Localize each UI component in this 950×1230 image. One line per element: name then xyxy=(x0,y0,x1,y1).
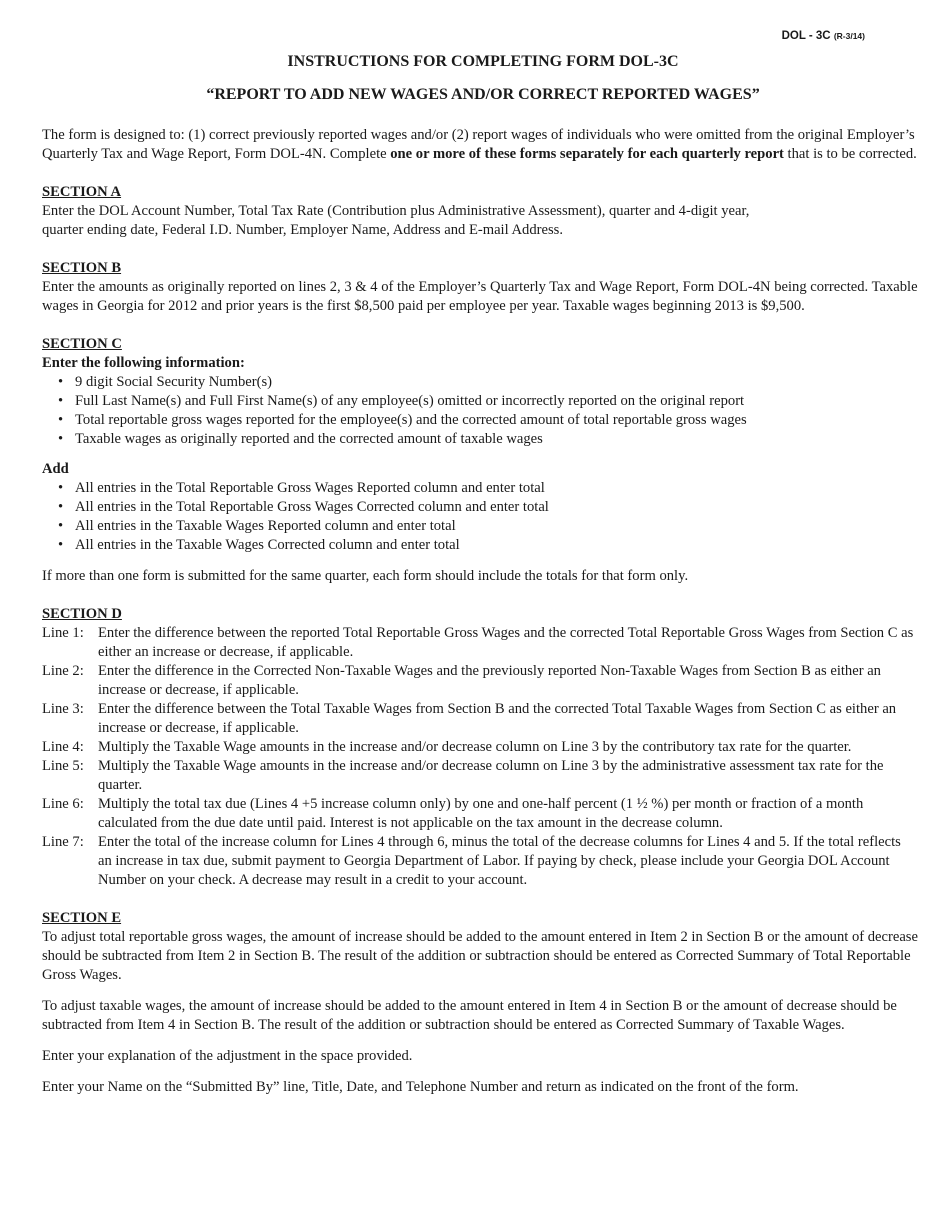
section-a-line-1: Enter the DOL Account Number, Total Tax Rate (Contribution plus Administrative Assessment), quarter and 4-digit year, xyxy=(42,203,750,219)
section-d-line-7 xyxy=(42,833,918,890)
section-e-heading: SECTION E xyxy=(42,910,122,926)
intro-paragraph xyxy=(42,126,918,164)
section-e-paragraph-2: To adjust taxable wages, the amount of increase should be added to the amount entered in Item 4 in Section B or the amount of decrease should be subtracted from Item 4 in Section B. The result of the addition or subtraction should be entered as Corrected Summary of Taxable Wages. xyxy=(42,998,897,1033)
line-label: Line 4: xyxy=(42,739,84,755)
form-revision: (R-3/14) xyxy=(833,31,865,41)
page-subtitle: “REPORT TO ADD NEW WAGES AND/OR CORRECT REPORTED WAGES” xyxy=(206,86,760,103)
intro-tail: that is to be corrected. xyxy=(783,146,917,162)
section-c xyxy=(42,335,918,586)
list-item: • All entries in the Taxable Wages Reported column and enter total xyxy=(42,517,918,536)
section-c-enter-label: Enter the following information: xyxy=(42,355,245,371)
section-b xyxy=(42,259,918,316)
line-label: Line 7: xyxy=(42,834,84,850)
list-item: • All entries in the Total Reportable Gross Wages Corrected column and enter total xyxy=(42,498,918,517)
list-item: • All entries in the Taxable Wages Corrected column and enter total xyxy=(42,536,918,555)
section-c-enter-list xyxy=(42,373,918,449)
line-text: Enter the difference between the Total Taxable Wages from Section B and the corrected Total Taxable Wages from Section C as either an increase or decrease, if applicable. xyxy=(98,701,897,736)
line-text: Multiply the total tax due (Lines 4 +5 increase column only) by one and one-half percent (1 ½ %) per month or fraction of a month calculated from the due date until paid. Interest is not applicable on the tax amount in the decrease column. xyxy=(98,796,864,831)
list-item: • Full Last Name(s) and Full First Name(s) of any employee(s) omitted or incorrectly reported on the original report xyxy=(42,392,918,411)
list-item: • Taxable wages as originally reported and the corrected amount of taxable wages xyxy=(42,430,918,449)
intro-bold-text: one or more of these forms separately for each quarterly report xyxy=(390,146,784,162)
section-e-paragraph-4: Enter your Name on the “Submitted By” line, Title, Date, and Telephone Number and return as indicated on the front of the form. xyxy=(42,1079,799,1095)
section-d-line-4 xyxy=(42,738,918,757)
list-item: • Total reportable gross wages reported for the employee(s) and the corrected amount of total reportable gross wages xyxy=(42,411,918,430)
line-label: Line 1: xyxy=(42,625,84,641)
section-c-note: If more than one form is submitted for the same quarter, each form should include the totals for that form only. xyxy=(42,568,689,584)
line-text: Multiply the Taxable Wage amounts in the increase and/or decrease column on Line 3 by the administrative assessment tax rate for the quarter. xyxy=(98,758,884,793)
section-e-paragraph-3: Enter your explanation of the adjustment in the space provided. xyxy=(42,1048,413,1064)
form-number-text: DOL - 3C xyxy=(781,30,831,42)
section-c-add-list xyxy=(42,479,918,555)
section-a xyxy=(42,183,918,240)
section-b-text: Enter the amounts as originally reported on lines 2, 3 & 4 of the Employer’s Quarterly Tax and Wage Report, Form DOL-4N being corrected. Taxable wages in Georgia for 2012 and prior years is the first $8,500 paid per employee per year. Taxable wages beginning 2013 is $9,500. xyxy=(42,279,918,314)
section-e-paragraph-1: To adjust total reportable gross wages, the amount of increase should be added to the amount entered in Item 2 in Section B or the amount of decrease should be subtracted from Item 2 in Section B. The result of the addition or subtraction should be entered as Corrected Summary of Total Reportable Gross Wages. xyxy=(42,929,918,983)
section-d-line-1 xyxy=(42,624,918,662)
list-item: • 9 digit Social Security Number(s) xyxy=(42,373,918,392)
line-label: Line 2: xyxy=(42,663,84,679)
line-label: Line 5: xyxy=(42,758,84,774)
line-text: Enter the total of the increase column for Lines 4 through 6, minus the total of the decrease columns for Lines 4 and 5. If the total reflects an increase in tax due, submit payment to Georgia Department of Labor. If paying by check, please include your Georgia DOL Account Number on your check. A decrease may result in a credit to your account. xyxy=(98,834,901,888)
line-label: Line 3: xyxy=(42,701,84,717)
section-d-line-6 xyxy=(42,795,918,833)
section-d xyxy=(42,605,918,890)
section-d-heading: SECTION D xyxy=(42,606,122,622)
section-e xyxy=(42,909,918,1097)
section-c-heading: SECTION C xyxy=(42,336,122,352)
line-text: Enter the difference between the reported Total Reportable Gross Wages and the corrected Total Reportable Gross Wages from Section C as either an increase or decrease, if applicable. xyxy=(98,625,914,660)
instructions-page xyxy=(42,52,918,1097)
intro-text: The form is designed to: (1) correct previously reported wages and/or (2) report wages of individuals who were omitted from the original Employer’s Quarterly Tax and Wage Report, Form DOL-4N. Complete xyxy=(42,127,915,162)
section-b-heading: SECTION B xyxy=(42,260,122,276)
section-c-add-label: Add xyxy=(42,461,69,477)
section-a-line-2: quarter ending date, Federal I.D. Number, Employer Name, Address and E-mail Address. xyxy=(42,222,563,238)
section-d-line-5 xyxy=(42,757,918,795)
line-text: Multiply the Taxable Wage amounts in the increase and/or decrease column on Line 3 by the contributory tax rate for the quarter. xyxy=(98,739,852,755)
section-a-heading: SECTION A xyxy=(42,184,122,200)
form-number xyxy=(782,27,865,46)
section-d-line-2 xyxy=(42,662,918,700)
page-title: INSTRUCTIONS FOR COMPLETING FORM DOL-3C xyxy=(287,53,679,70)
line-label: Line 6: xyxy=(42,796,84,812)
list-item: • All entries in the Total Reportable Gross Wages Reported column and enter total xyxy=(42,479,918,498)
line-text: Enter the difference in the Corrected Non-Taxable Wages and the previously reported Non-Taxable Wages from Section B as either an increase or decrease, if applicable. xyxy=(98,663,881,698)
section-d-line-3 xyxy=(42,700,918,738)
